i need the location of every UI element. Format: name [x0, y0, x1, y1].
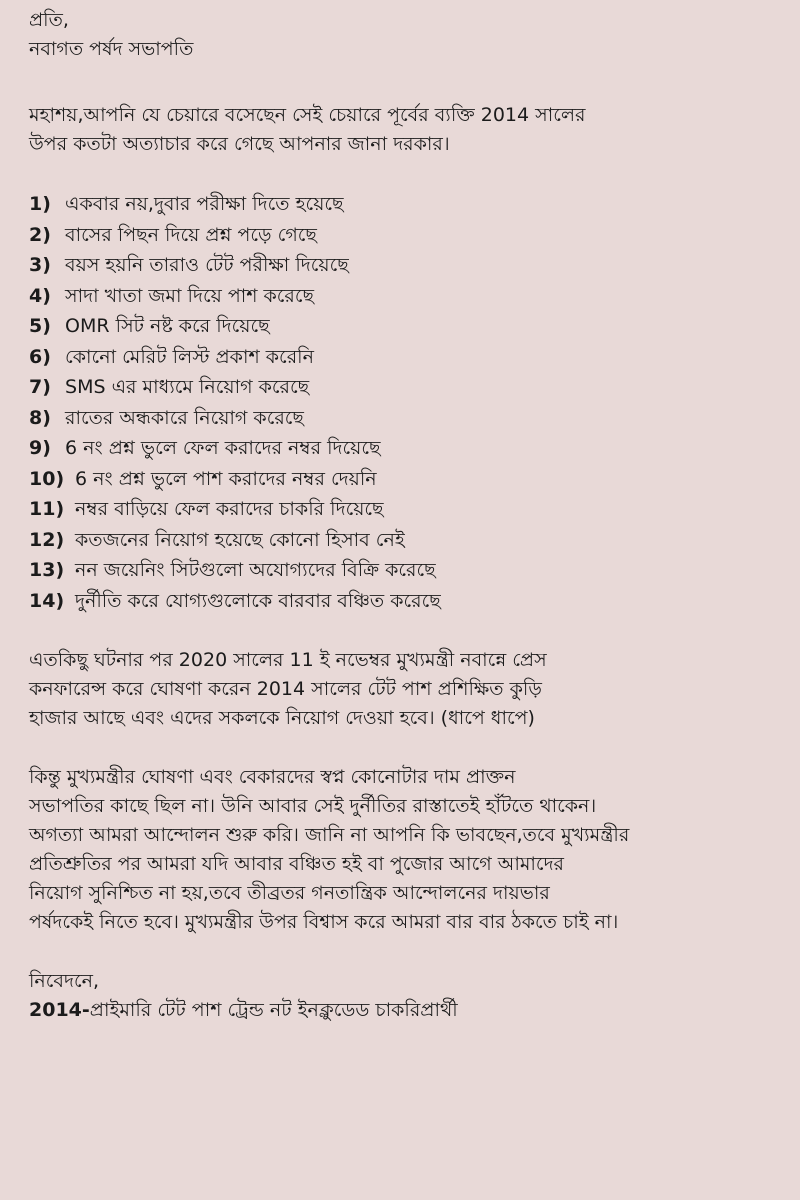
list-item: [29, 342, 772, 373]
list-number: 13): [29, 559, 65, 581]
intro-paragraph: [29, 101, 772, 159]
list-number: 8): [29, 406, 51, 429]
list-text: রাতের অন্ধকারে নিয়োগ করেছে: [65, 406, 304, 429]
list-number: 3): [29, 254, 51, 276]
demand-paragraph: [29, 763, 772, 937]
list-text: কতজনের নিয়োগ হয়েছে কোনো হিসাব নেই: [75, 528, 405, 551]
list-number: 5): [29, 315, 51, 337]
list-text: কোনো মেরিট লিস্ট প্রকাশ করেনি: [65, 345, 314, 368]
salutation-recipient: নবাগত পর্ষদ সভাপতি: [29, 38, 194, 60]
paragraph-line: কনফারেন্স করে ঘোষণা করেন 2014 সালের টেট পাশ প্রশিক্ষিত কুড়ি: [29, 678, 542, 700]
list-number: 11): [29, 498, 65, 520]
list-item: [29, 403, 772, 434]
list-text: সাদা খাতা জমা দিয়ে পাশ করেছে: [65, 284, 315, 307]
list-number: 4): [29, 284, 51, 307]
intro-line: উপর কতটা অত্যাচার করে গেছে আপনার জানা দরকার।: [29, 133, 450, 155]
list-text: SMS এর মাধ্যমে নিয়োগ করেছে: [65, 376, 310, 398]
list-text: 6 নং প্রশ্ন ভুলে ফেল করাদের নম্বর দিয়েছে: [65, 437, 381, 459]
list-number: 9): [29, 437, 51, 459]
paragraph-line: পর্ষদকেই নিতে হবে। মুখ্যমন্ত্রীর উপর বিশ্বাস করে আমরা বার বার ঠকতে চাই না।: [29, 911, 619, 933]
signature: [29, 996, 772, 1025]
list-text: বয়স হয়নি তারাও টেট পরীক্ষা দিয়েছে: [65, 254, 349, 276]
intro-line: মহাশয়,আপনি যে চেয়ারে বসেছেন সেই চেয়ারে পূর্বের ব্যক্তি 2014 সালের: [29, 104, 586, 126]
list-item: [29, 250, 772, 281]
announcement-paragraph: [29, 646, 772, 733]
closing: [29, 967, 772, 1025]
list-item: [29, 494, 772, 525]
list-item: [29, 220, 772, 251]
list-text: দুর্নীতি করে যোগ্যগুলোকে বারবার বঞ্চিত করেছে: [75, 589, 441, 612]
paragraph-line: অগত্যা আমরা আন্দোলন শুরু করি। জানি না আপনি কি ভাবছেন,তবে মুখ্যমন্ত্রীর: [29, 824, 630, 846]
salutation: [29, 6, 772, 64]
list-item: [29, 525, 772, 556]
list-text: নন জয়েনিং সিটগুলো অযোগ্যদের বিক্রি করেছে: [75, 559, 436, 581]
paragraph-line: প্রতিশ্রুতির পর আমরা যদি আবার বঞ্চিত হই বা পুজোর আগে আমাদের: [29, 853, 564, 875]
list-number: 1): [29, 193, 51, 215]
list-number: 6): [29, 345, 51, 368]
list-number: 14): [29, 589, 65, 612]
list-item: [29, 586, 772, 617]
list-text: নম্বর বাড়িয়ে ফেল করাদের চাকরি দিয়েছে: [75, 498, 384, 520]
list-item: [29, 311, 772, 342]
list-item: [29, 555, 772, 586]
grievance-list: [29, 189, 772, 616]
list-text: OMR সিট নষ্ট করে দিয়েছে: [65, 315, 270, 337]
list-text: 6 নং প্রশ্ন ভুলে পাশ করাদের নম্বর দেয়নি: [75, 467, 377, 490]
paragraph-line: সভাপতির কাছে ছিল না। উনি আবার সেই দুর্নীতির রাস্তাতেই হাঁটতে থাকেন।: [29, 795, 597, 817]
list-text: বাসের পিছন দিয়ে প্রশ্ন পড়ে গেছে: [65, 223, 317, 246]
list-number: 7): [29, 376, 51, 398]
list-item: [29, 189, 772, 220]
list-item: [29, 372, 772, 403]
list-number: 12): [29, 528, 65, 551]
list-number: 10): [29, 467, 65, 490]
signature-text: প্রাইমারি টেট পাশ ট্রেন্ড নট ইনক্লুডেড চাকরিপ্রার্থী: [89, 999, 458, 1021]
paragraph-line: নিয়োগ সুনিশ্চিত না হয়,তবে তীব্রতর গনতান্ত্রিক আন্দোলনের দায়ভার: [29, 882, 550, 904]
paragraph-line: কিন্তু মুখ্যমন্ত্রীর ঘোষণা এবং বেকারদের স্বপ্ন কোনোটার দাম প্রাক্তন: [29, 766, 516, 788]
paragraph-line: হাজার আছে এবং এদের সকলকে নিয়োগ দেওয়া হবে। (ধাপে ধাপে): [29, 707, 535, 729]
list-number: 2): [29, 223, 51, 246]
salutation-to: প্রতি,: [29, 9, 69, 31]
signature-year: 2014-: [29, 999, 90, 1021]
list-item: [29, 433, 772, 464]
closing-label: নিবেদনে,: [29, 970, 99, 992]
paragraph-line: এতকিছু ঘটনার পর 2020 সালের 11 ই নভেম্বর মুখ্যমন্ত্রী নবান্নে প্রেস: [29, 649, 547, 671]
list-item: [29, 464, 772, 495]
list-item: [29, 281, 772, 312]
list-text: একবার নয়,দুবার পরীক্ষা দিতে হয়েছে: [65, 193, 344, 215]
